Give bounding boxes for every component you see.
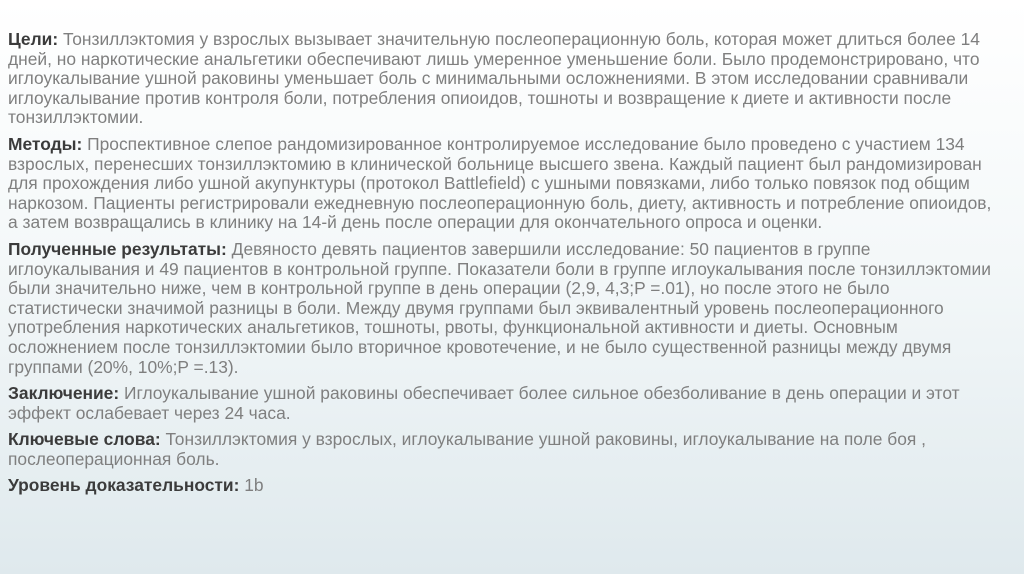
text-results: Девяносто девять пациентов завершили исследование: 50 пациентов в группе иглоукалывания и 49 пациентов в контрольной группе. Показатели боли в группе иглоукалывания после тонзиллэктомии были значительно ниже, чем в контрольной группе в день операции (2,9, 4,3;P =.01), но после этого не было статистически значимой разницы в боли. Между двумя группами был эквивалентный уровень послеоперационного употребления наркотических анальгетиков, тошноты, рвоты, функциональной активности и диеты. Основным осложнением после тонзиллэктомии было вторичное кровотечение, и не было существенной разницы между двумя группами (20%, 10%;P =.13). — [8, 238, 991, 377]
paragraph-evidence-level — [8, 476, 1004, 496]
text-keywords: Тонзиллэктомия у взрослых, иглоукалывание ушной раковины, иглоукалывание на поле боя , послеоперационная боль. — [8, 429, 926, 469]
text-conclusion: Иглоукалывание ушной раковины обеспечивает более сильное обезболивание в день операции и этот эффект ослабевает через 24 часа. — [8, 383, 960, 423]
slide-content — [8, 30, 1004, 503]
paragraph-conclusion — [8, 384, 1004, 423]
heading-goals: Цели: — [8, 29, 59, 49]
heading-evidence-level: Уровень доказательности: — [8, 475, 240, 496]
heading-results: Полученные результаты: — [8, 238, 227, 259]
paragraph-methods — [8, 135, 1004, 233]
heading-methods: Методы: — [8, 133, 83, 154]
text-evidence-level: 1b — [239, 475, 264, 496]
paragraph-keywords — [8, 430, 1004, 469]
paragraph-goals — [8, 30, 1004, 128]
heading-conclusion: Заключение: — [8, 383, 120, 404]
text-goals: Тонзиллэктомия у взрослых вызывает значительную послеоперационную боль, которая может длиться более 14 дней, но наркотические анальгетики обеспечивают лишь умеренное уменьшение боли. Было продемонстрировано, что иглоукалывание ушной раковины уменьшает боль с минимальными осложнениями. В этом исследовании сравнивали иглоукалывание против контроля боли, потребления опиоидов, тошноты и возвращение к диете и активности после тонзиллэктомии. — [8, 29, 980, 128]
text-methods: Проспективное слепое рандомизированное контролируемое исследование было проведено с участием 134 взрослых, перенесших тонзиллэктомию в клинической больнице высшего звена. Каждый пациент был рандомизирован для прохождения либо ушной акупунктуры (протокол Battlefield) с ушными повязками, либо только повязок под общим наркозом. Пациенты регистрировали ежедневную послеоперационную боль, диету, активность и потребление опиоидов, а затем возвращались в клинику на 14-й день после операции для окончательного опроса и оценки. — [8, 133, 992, 233]
paragraph-results — [8, 240, 1004, 377]
heading-keywords: Ключевые слова: — [8, 429, 161, 450]
